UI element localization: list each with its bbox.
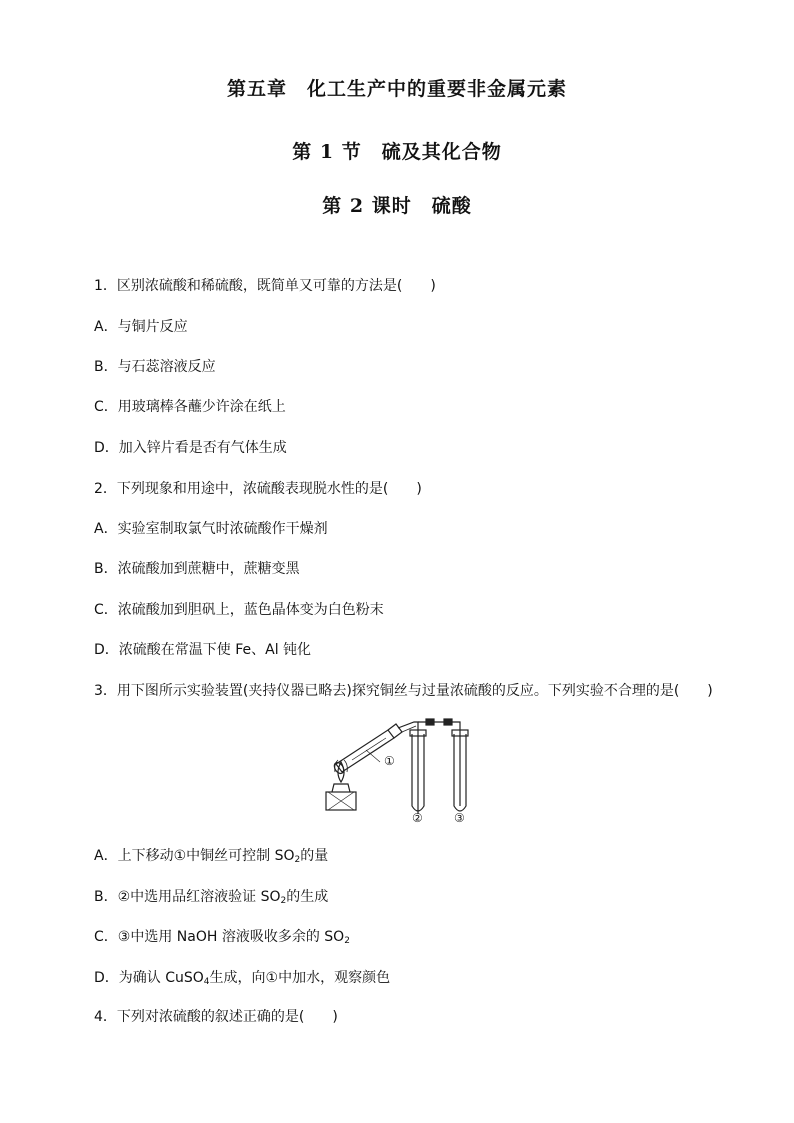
q2-stem: 2．下列现象和用途中，浓硫酸表现脱水性的是( ) (94, 481, 422, 497)
q3-option-b-text: B．②中选用品红溶液验证 SO (94, 889, 281, 905)
heating-stand (326, 784, 356, 810)
q2-option-c: C．浓硫酸加到胆矾上，蓝色晶体变为白色粉末 (94, 602, 384, 618)
subscript: 4 (203, 977, 210, 987)
q2-option-a: A．实验室制取氯气时浓硫酸作干燥剂 (94, 521, 328, 537)
q1-stem: 1．区别浓硫酸和稀硫酸，既简单又可靠的方法是( ) (94, 278, 436, 294)
q2-option-d: D．浓硫酸在常温下使 Fe、Al 钝化 (94, 642, 312, 658)
tube-connector (426, 719, 434, 725)
q3-option-a-text: A．上下移动①中铜丝可控制 SO (94, 848, 295, 864)
q3-option-b-text-end: 的生成 (286, 889, 329, 905)
q3-option-c-text: C．③中选用 NaOH 溶液吸收多余的 SO (94, 929, 345, 945)
figure-label-1: ① (384, 754, 395, 768)
figure-label-3: ③ (454, 811, 465, 824)
q1-option-c: C．用玻璃棒各蘸少许涂在纸上 (94, 399, 286, 415)
q4-stem: 4．下列对浓硫酸的叙述正确的是( ) (94, 1009, 338, 1025)
q3-stem: 3．用下图所示实验装置(夹持仪器已略去)探究铜丝与过量浓硫酸的反应。下列实验不合理的是( ) (94, 683, 713, 699)
q1-option-d: D．加入锌片看是否有气体生成 (94, 440, 287, 456)
q3-option-a (94, 845, 328, 865)
q1-option-a: A．与铜片反应 (94, 319, 188, 335)
q3-option-b (94, 886, 328, 906)
q1-option-b: B．与石蕊溶液反应 (94, 359, 216, 375)
subscript: 2 (344, 936, 350, 946)
q2-option-b: B．浓硫酸加到蔗糖中，蔗糖变黑 (94, 561, 300, 577)
chapter-title: 第五章 化工生产中的重要非金属元素 (226, 78, 567, 100)
figure-label-2: ② (412, 811, 423, 824)
subscript: 2 (294, 855, 301, 865)
section-title: 第 1 节 硫及其化合物 (292, 141, 502, 163)
q3-option-d (94, 967, 390, 987)
q3-option-d-text-end: 生成，向①中加水，观察颜色 (209, 970, 391, 986)
q3-option-c (94, 926, 350, 946)
tube-connector (444, 719, 452, 725)
q3-option-d-text: D．为确认 CuSO (94, 970, 204, 986)
q3-option-a-text-end: 的量 (300, 848, 329, 864)
lesson-title: 第 2 课时 硫酸 (322, 195, 472, 217)
apparatus-figure (318, 716, 484, 824)
subscript: 2 (280, 896, 287, 906)
